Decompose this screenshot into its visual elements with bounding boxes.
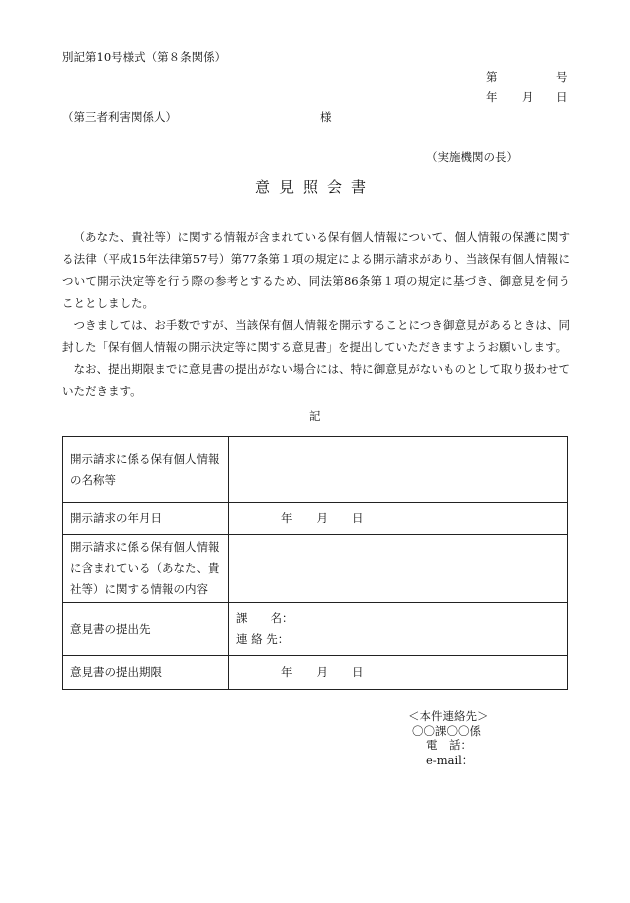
submission-destination-value bbox=[229, 603, 568, 656]
submission-deadline-label: 意見書の提出期限 bbox=[63, 656, 229, 690]
request-date-year: 年 bbox=[281, 511, 293, 525]
contact-phone: 電 話： bbox=[426, 738, 472, 752]
contact-section: 〇〇課〇〇係 bbox=[412, 723, 481, 738]
request-info-name-value bbox=[229, 437, 568, 503]
date-month: 月 bbox=[522, 90, 534, 104]
date-day: 日 bbox=[556, 90, 568, 104]
deadline-day: 日 bbox=[352, 665, 364, 679]
info-content-value bbox=[229, 535, 568, 603]
recipient-honorific: 様 bbox=[320, 110, 332, 124]
document-title: 意見照会書 bbox=[254, 178, 375, 196]
date-year: 年 bbox=[486, 90, 498, 104]
submission-destination-label: 意見書の提出先 bbox=[63, 603, 229, 656]
ki-heading: 記 bbox=[309, 409, 321, 423]
info-table bbox=[62, 436, 568, 690]
deadline-month: 月 bbox=[316, 665, 328, 679]
table-row bbox=[63, 603, 568, 656]
table-row bbox=[63, 503, 568, 535]
request-date-day: 日 bbox=[352, 511, 364, 525]
submission-deadline-value bbox=[229, 656, 568, 690]
table-row bbox=[63, 535, 568, 603]
table-row bbox=[63, 437, 568, 503]
document-number-suffix: 号 bbox=[556, 70, 568, 84]
body-text bbox=[62, 226, 570, 402]
sender-label: （実施機関の長） bbox=[426, 150, 518, 164]
info-content-label: 開示請求に係る保有個人情報に含まれている（あなた、貴社等）に関する情報の内容 bbox=[63, 535, 229, 603]
document-number-prefix: 第 bbox=[486, 70, 498, 84]
contact-label: 連 絡 先： bbox=[236, 632, 290, 646]
table-row bbox=[63, 656, 568, 690]
body-paragraph-1: （あなた、貴社等）に関する情報が含まれている保有個人情報について、個人情報の保護に関する法律（平成15年法律第57号）第77条第１項の規定による開示請求があり、当該保有個人情報について開示決定等を行う際の参考とするため、同法第86条第１項の規定に基づき、御意見を伺うこととしました。 bbox=[62, 230, 570, 310]
contact-email: e-mail： bbox=[426, 752, 474, 767]
request-date-month: 月 bbox=[316, 511, 328, 525]
contact-block bbox=[408, 709, 489, 767]
form-label: 別記第10号様式（第８条関係） bbox=[62, 50, 227, 64]
body-paragraph-3: なお、提出期限までに意見書の提出がない場合には、特に御意見がないものとして取り扱わせていただきます。 bbox=[62, 362, 570, 398]
contact-heading: ＜本件連絡先＞ bbox=[408, 709, 489, 723]
deadline-year: 年 bbox=[281, 665, 293, 679]
request-info-name-label: 開示請求に係る保有個人情報の名称等 bbox=[63, 437, 229, 503]
request-date-value bbox=[229, 503, 568, 535]
body-paragraph-2: つきましては、お手数ですが、当該保有個人情報を開示することにつき御意見があるときは、同封した「保有個人情報の開示決定等に関する意見書」を提出していただきますようお願いします。 bbox=[62, 318, 570, 354]
section-name-label: 課 名： bbox=[236, 611, 294, 625]
request-date-label: 開示請求の年月日 bbox=[63, 503, 229, 535]
recipient-label: （第三者利害関係人） bbox=[62, 110, 177, 124]
